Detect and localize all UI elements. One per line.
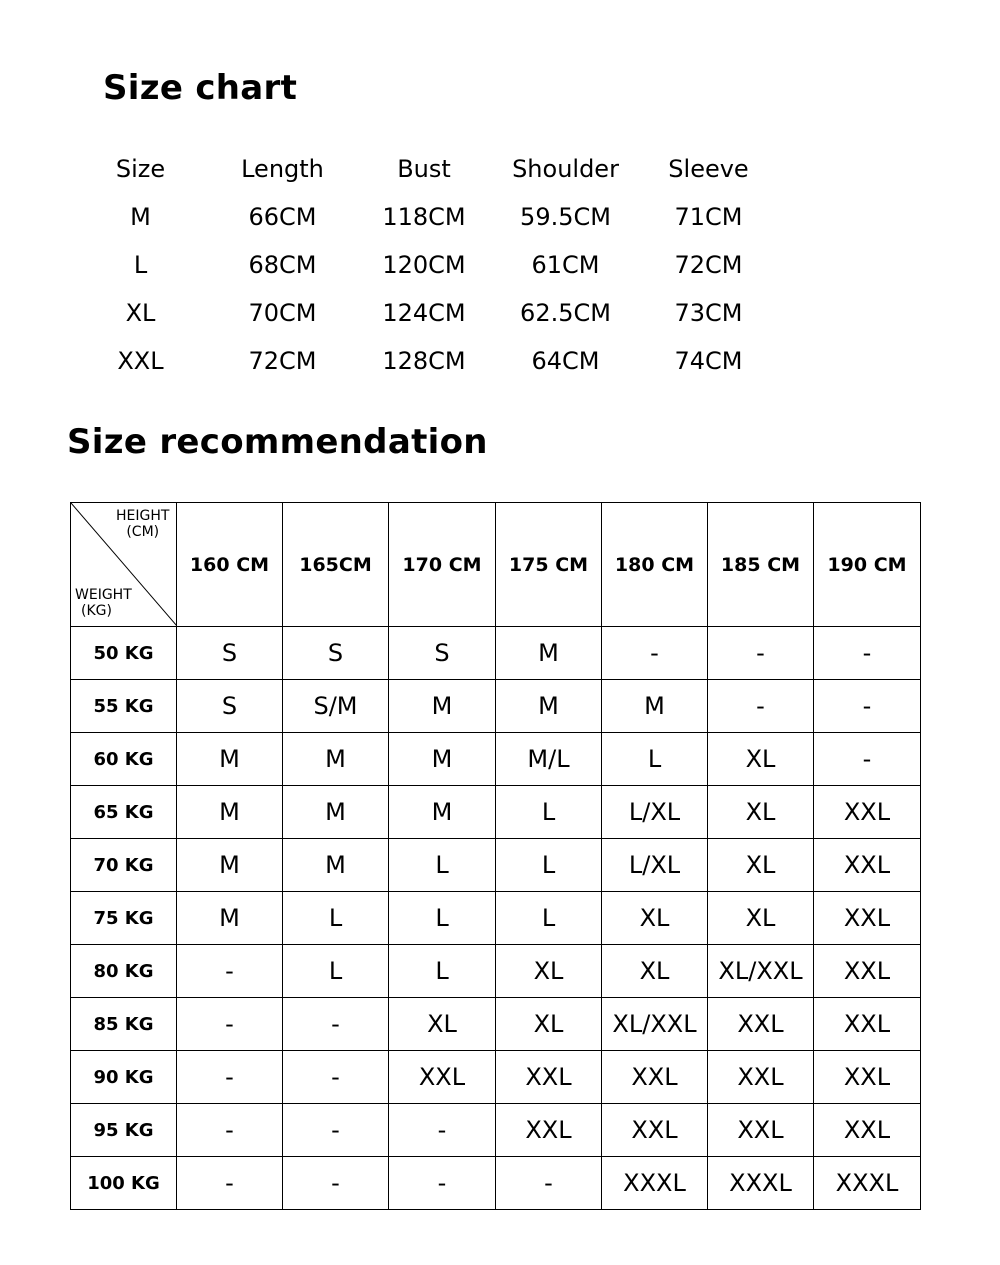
size-chart-row	[70, 193, 780, 241]
size-chart-measure-cell: 120CM	[382, 251, 466, 279]
weight-unit: (KG)	[81, 603, 112, 619]
weight-row-label: 95 KG	[71, 1104, 177, 1157]
size-chart-measure-cell: 61CM	[531, 251, 600, 279]
recommended-size-cell: L	[496, 786, 602, 839]
height-col-header: 170 CM	[389, 503, 496, 627]
recommended-size-cell: -	[283, 998, 389, 1051]
recommended-size-cell: S	[177, 627, 283, 680]
recommended-size-cell: XXXL	[602, 1157, 708, 1210]
recommended-size-cell: S	[389, 627, 496, 680]
recommended-size-cell: -	[496, 1157, 602, 1210]
recommended-size-cell: XL	[708, 733, 814, 786]
weight-row-label: 85 KG	[71, 998, 177, 1051]
size-recommendation-title: Size recommendation	[67, 422, 488, 462]
recommendation-row	[71, 1104, 921, 1157]
recommended-size-cell: M	[389, 786, 496, 839]
size-chart-row	[70, 289, 780, 337]
recommended-size-cell: XXL	[496, 1104, 602, 1157]
recommended-size-cell: M	[283, 733, 389, 786]
recommended-size-cell: -	[177, 1051, 283, 1104]
recommended-size-cell: -	[389, 1104, 496, 1157]
recommended-size-cell: M/L	[496, 733, 602, 786]
recommended-size-cell: M	[177, 892, 283, 945]
size-chart-measure-cell: 72CM	[248, 347, 317, 375]
recommended-size-cell: XXXL	[708, 1157, 814, 1210]
size-chart-measure-cell: 62.5CM	[520, 299, 611, 327]
recommended-size-cell: -	[814, 680, 921, 733]
size-chart-measure-cell: 66CM	[248, 203, 317, 231]
recommendation-row	[71, 733, 921, 786]
recommended-size-cell: -	[814, 627, 921, 680]
recommended-size-cell: XXL	[814, 892, 921, 945]
header-length: Length	[241, 155, 324, 183]
recommended-size-cell: M	[602, 680, 708, 733]
size-chart-row	[70, 241, 780, 289]
recommendation-row	[71, 1157, 921, 1210]
recommended-size-cell: M	[389, 680, 496, 733]
recommended-size-cell: L	[602, 733, 708, 786]
size-chart-measure-cell: 128CM	[382, 347, 466, 375]
weight-axis-label	[75, 587, 132, 619]
size-chart-measure-cell: 64CM	[531, 347, 600, 375]
size-chart-measure-cell: 74CM	[674, 347, 743, 375]
recommended-size-cell: XL	[708, 892, 814, 945]
height-col-header: 180 CM	[602, 503, 708, 627]
size-chart-size-cell: XXL	[117, 347, 164, 375]
recommended-size-cell: -	[708, 680, 814, 733]
recommendation-header-row	[71, 503, 921, 627]
recommended-size-cell: XL	[602, 892, 708, 945]
recommended-size-cell: -	[283, 1104, 389, 1157]
recommendation-row	[71, 680, 921, 733]
recommended-size-cell: S	[283, 627, 389, 680]
size-chart-measure-cell: 124CM	[382, 299, 466, 327]
recommended-size-cell: S	[177, 680, 283, 733]
height-label: HEIGHT	[116, 508, 170, 524]
recommended-size-cell: XXXL	[814, 1157, 921, 1210]
recommended-size-cell: XXL	[708, 998, 814, 1051]
recommended-size-cell: XXL	[814, 839, 921, 892]
weight-label: WEIGHT	[75, 587, 132, 603]
recommendation-row	[71, 627, 921, 680]
recommended-size-cell: -	[177, 1104, 283, 1157]
weight-row-label: 80 KG	[71, 945, 177, 998]
recommended-size-cell: L	[389, 839, 496, 892]
recommended-size-cell: M	[177, 733, 283, 786]
recommendation-row	[71, 839, 921, 892]
height-col-header: 165CM	[283, 503, 389, 627]
header-shoulder: Shoulder	[512, 155, 619, 183]
size-chart-measure-cell: 72CM	[674, 251, 743, 279]
size-chart-measure-cell: 70CM	[248, 299, 317, 327]
recommendation-row	[71, 786, 921, 839]
weight-row-label: 90 KG	[71, 1051, 177, 1104]
recommended-size-cell: XL	[496, 945, 602, 998]
recommended-size-cell: L	[389, 945, 496, 998]
recommended-size-cell: -	[283, 1157, 389, 1210]
size-chart-measure-cell: 118CM	[382, 203, 466, 231]
height-col-header: 160 CM	[177, 503, 283, 627]
height-col-header: 185 CM	[708, 503, 814, 627]
height-col-header: 175 CM	[496, 503, 602, 627]
recommended-size-cell: XL/XXL	[708, 945, 814, 998]
recommended-size-cell: L	[283, 945, 389, 998]
recommended-size-cell: XXL	[389, 1051, 496, 1104]
weight-row-label: 65 KG	[71, 786, 177, 839]
recommended-size-cell: XXL	[814, 998, 921, 1051]
recommended-size-cell: M	[177, 839, 283, 892]
recommended-size-cell: L/XL	[602, 839, 708, 892]
size-chart-row	[70, 337, 780, 385]
recommended-size-cell: XXL	[602, 1051, 708, 1104]
weight-row-label: 50 KG	[71, 627, 177, 680]
recommended-size-cell: M	[496, 627, 602, 680]
size-chart-header-row	[70, 145, 780, 193]
recommended-size-cell: M	[283, 839, 389, 892]
header-size: Size	[115, 155, 166, 183]
height-axis-label	[116, 508, 169, 540]
size-chart-measure-cell: 68CM	[248, 251, 317, 279]
recommended-size-cell: XL/XXL	[602, 998, 708, 1051]
recommended-size-cell: XXL	[496, 1051, 602, 1104]
recommended-size-cell: XXL	[814, 1104, 921, 1157]
recommendation-row	[71, 945, 921, 998]
recommendation-row	[71, 998, 921, 1051]
recommended-size-cell: L	[496, 892, 602, 945]
size-chart-size-cell: M	[130, 203, 151, 231]
size-recommendation-table	[70, 502, 921, 1210]
recommended-size-cell: S/M	[283, 680, 389, 733]
size-chart-table	[70, 145, 780, 385]
size-chart-size-cell: XL	[125, 299, 156, 327]
recommended-size-cell: XXL	[708, 1051, 814, 1104]
recommended-size-cell: M	[283, 786, 389, 839]
weight-row-label: 55 KG	[71, 680, 177, 733]
size-chart-measure-cell: 71CM	[674, 203, 743, 231]
recommendation-row	[71, 1051, 921, 1104]
recommended-size-cell: L	[389, 892, 496, 945]
recommended-size-cell: XL	[708, 839, 814, 892]
weight-row-label: 70 KG	[71, 839, 177, 892]
weight-row-label: 60 KG	[71, 733, 177, 786]
recommended-size-cell: -	[602, 627, 708, 680]
recommendation-row	[71, 892, 921, 945]
recommended-size-cell: L	[283, 892, 389, 945]
recommended-size-cell: XL	[496, 998, 602, 1051]
recommended-size-cell: M	[389, 733, 496, 786]
recommended-size-cell: XL	[708, 786, 814, 839]
recommended-size-cell: XL	[389, 998, 496, 1051]
recommended-size-cell: XXL	[814, 786, 921, 839]
recommended-size-cell: -	[814, 733, 921, 786]
recommended-size-cell: XXL	[708, 1104, 814, 1157]
recommended-size-cell: XXL	[814, 1051, 921, 1104]
recommended-size-cell: XL	[602, 945, 708, 998]
size-chart-measure-cell: 59.5CM	[520, 203, 611, 231]
recommended-size-cell: -	[177, 1157, 283, 1210]
recommended-size-cell: XXL	[814, 945, 921, 998]
recommended-size-cell: -	[389, 1157, 496, 1210]
height-unit: (CM)	[126, 524, 160, 540]
header-bust: Bust	[397, 155, 451, 183]
size-chart-title: Size chart	[103, 68, 298, 108]
weight-row-label: 100 KG	[71, 1157, 177, 1210]
corner-cell	[71, 503, 177, 627]
recommended-size-cell: M	[496, 680, 602, 733]
weight-row-label: 75 KG	[71, 892, 177, 945]
recommended-size-cell: -	[177, 945, 283, 998]
recommended-size-cell: -	[708, 627, 814, 680]
recommended-size-cell: -	[283, 1051, 389, 1104]
size-chart-measure-cell: 73CM	[674, 299, 743, 327]
recommended-size-cell: M	[177, 786, 283, 839]
recommended-size-cell: XXL	[602, 1104, 708, 1157]
recommended-size-cell: L	[496, 839, 602, 892]
height-col-header: 190 CM	[814, 503, 921, 627]
recommended-size-cell: -	[177, 998, 283, 1051]
header-sleeve: Sleeve	[668, 155, 749, 183]
recommended-size-cell: L/XL	[602, 786, 708, 839]
size-chart-size-cell: L	[133, 251, 148, 279]
